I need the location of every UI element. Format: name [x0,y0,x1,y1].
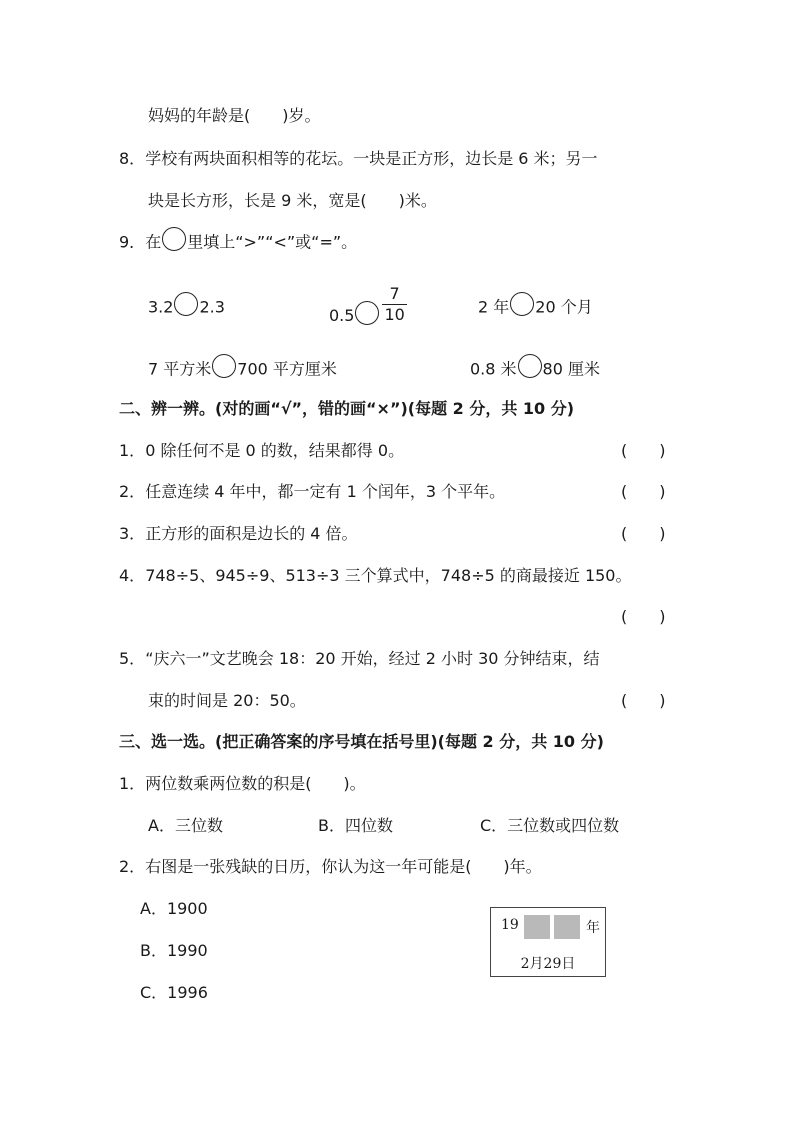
compare-1-right: 2.3 [199,297,225,317]
choice-q1-option-b[interactable]: B．四位数 [318,816,393,835]
judge-item-1 [119,440,404,462]
section3-title: 三、选一选。(把正确答案的序号填在括号里)(每题 2 分，共 10 分) [119,732,604,751]
calendar-missing-digit-2 [554,915,580,939]
compare-5-left: 0.8 米 [470,359,517,379]
judge-4-number: 4． [119,566,146,585]
choice-q2 [119,856,542,878]
judge-item-2 [119,481,505,503]
calendar-figure [490,907,606,977]
compare-2-left: 0.5 [329,306,355,325]
section2-title: 二、辨一辨。(对的画“√”，错的画“×”)(每题 2 分，共 10 分) [119,399,575,418]
compare-item-1 [148,296,225,320]
judge-2-number: 2． [119,482,146,501]
judge-4-text: 748÷5、945÷9、513÷3 三个算式中，748÷5 的商最接近 150。 [145,566,632,585]
judge-2-text: 任意连续 4 年中，都一定有 1 个闰年，3 个平年。 [145,482,506,501]
choice-q1-option-c[interactable]: C．三位数或四位数 [480,816,620,835]
q9-line [119,231,357,255]
q8-text-1: 学校有两块面积相等的花坛。一块是正方形，边长是 6 米；另一 [145,149,598,168]
choice-q2-option-b[interactable]: B．1990 [140,941,208,960]
q8-number: 8． [119,149,146,168]
fraction [382,284,406,325]
q8-text-2a: 块是长方形，长是 9 米，宽是( [148,191,367,210]
compare-3-right: 20 个月 [535,297,593,317]
judge-3-text: 正方形的面积是边长的 4 倍。 [145,524,358,543]
calendar-date: 2月29日 [520,956,576,972]
q7-answer-blank[interactable] [250,106,282,125]
q9-pre: 在 [145,232,162,252]
q9-number: 9． [119,232,146,252]
q8-line2 [148,190,437,212]
judge-item-4 [119,565,632,587]
q9-post: 里填上“>”“<”或“=”。 [187,232,358,252]
compare-4-left: 7 平方米 [148,359,212,379]
choice-q1 [119,773,366,795]
compare-4-circle[interactable] [212,354,236,378]
calendar-missing-digit-1 [524,915,550,939]
judge-item-3 [119,523,358,545]
compare-5-right: 80 厘米 [542,359,600,379]
judge-3-answer[interactable]: ( ) [621,524,666,543]
circle-icon [162,227,186,251]
fraction-denominator: 10 [384,305,405,324]
choice-q2-number: 2． [119,857,146,876]
choice-q1-option-a[interactable]: A．三位数 [148,816,223,835]
judge-3-number: 3． [119,524,146,543]
q7-tail-line [148,105,321,127]
q7-tail-end: )岁。 [282,106,321,125]
judge-5-answer[interactable]: ( ) [621,691,666,710]
compare-1-left: 3.2 [148,297,174,317]
compare-item-3 [478,296,593,320]
judge-1-number: 1． [119,441,146,460]
compare-1-circle[interactable] [174,292,198,316]
q8-line1 [119,148,598,170]
compare-item-5 [470,358,600,382]
compare-3-circle[interactable] [510,292,534,316]
q8-text-2b: )米。 [398,191,437,210]
compare-4-right: 700 平方厘米 [237,359,337,379]
judge-1-text: 0 除任何不是 0 的数，结果都得 0。 [145,441,405,460]
calendar-year-suffix: 年 [586,920,600,936]
judge-4-answer[interactable]: ( ) [621,607,666,626]
q8-answer-blank[interactable] [367,191,399,210]
compare-item-2 [329,286,407,327]
judge-1-answer[interactable]: ( ) [621,441,666,460]
compare-3-left: 2 年 [478,297,510,317]
compare-5-circle[interactable] [518,354,542,378]
compare-2-circle[interactable] [355,301,379,325]
choice-q2-option-c[interactable]: C．1996 [140,983,208,1002]
fraction-numerator: 7 [389,284,400,303]
judge-item-5 [119,648,600,670]
calendar-year-prefix: 19 [501,917,519,933]
judge-item-5-cont: 束的时间是 20：50。 [148,691,306,710]
judge-5-text: “庆六一”文艺晚会 18：20 开始，经过 2 小时 30 分钟结束，结 [145,649,600,668]
choice-q1-text: 两位数乘两位数的积是( )。 [145,774,366,793]
judge-5-number: 5． [119,649,146,668]
q7-tail-text: 妈妈的年龄是( [148,106,251,125]
choice-q1-number: 1． [119,774,146,793]
compare-item-4 [148,358,337,382]
choice-q2-option-a[interactable]: A．1900 [140,899,208,918]
judge-2-answer[interactable]: ( ) [621,482,666,501]
choice-q2-text: 右图是一张残缺的日历，你认为这一年可能是( )年。 [145,857,542,876]
